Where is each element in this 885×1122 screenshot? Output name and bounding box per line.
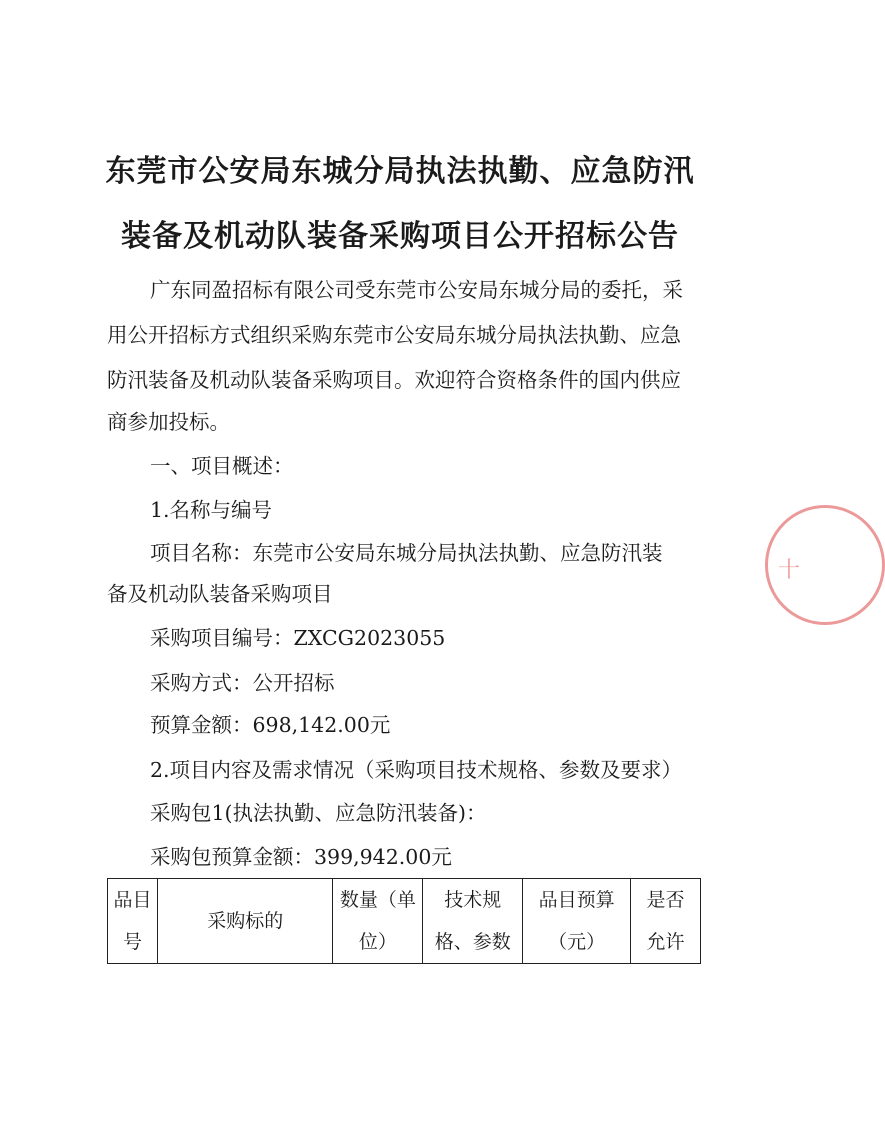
budget-amount: 预算金额：698,142.00元 [150, 713, 391, 737]
intro-line4: 商参加投标。 [107, 410, 230, 434]
header-item-number: 品目 号 [108, 879, 158, 964]
procurement-items-table [107, 878, 701, 964]
name-and-number-heading: 1.名称与编号 [150, 498, 273, 522]
project-name-line1: 项目名称：东莞市公安局东城分局执法执勤、应急防汛装 [150, 541, 663, 565]
header-quantity: 数量（单 位） [333, 879, 423, 964]
project-number: 采购项目编号：ZXCG2023055 [150, 626, 446, 650]
intro-line1: 广东同盈招标有限公司受东莞市公安局东城分局的委托，采 [150, 278, 683, 302]
project-content-heading: 2.项目内容及需求情况（采购项目技术规格、参数及要求） [150, 758, 683, 782]
header-allowed: 是否 允许 [631, 879, 701, 964]
project-name-line2: 备及机动队装备采购项目 [107, 582, 333, 606]
package1-budget: 采购包预算金额：399,942.00元 [150, 845, 452, 869]
intro-line2: 用公开招标方式组织采购东莞市公安局东城分局执法执勤、应急 [107, 323, 681, 347]
seal-glyph: 十 [778, 558, 801, 583]
document-title-line2: 装备及机动队装备采购项目公开招标公告 [121, 219, 679, 254]
procurement-method: 采购方式：公开招标 [150, 671, 335, 695]
header-procurement-target: 采购标的 [157, 879, 333, 964]
official-seal-stamp [765, 505, 885, 625]
header-tech-specs: 技术规 格、参数 [423, 879, 523, 964]
package1-title: 采购包1(执法执勤、应急防汛装备)： [150, 801, 487, 825]
header-item-budget: 品目预算 （元） [523, 879, 631, 964]
document-title-line1: 东莞市公安局东城分局执法执勤、应急防汛 [105, 154, 695, 189]
section1-heading: 一、项目概述： [150, 454, 294, 478]
table-header-row [108, 879, 701, 964]
intro-line3: 防汛装备及机动队装备采购项目。欢迎符合资格条件的国内供应 [107, 368, 681, 392]
